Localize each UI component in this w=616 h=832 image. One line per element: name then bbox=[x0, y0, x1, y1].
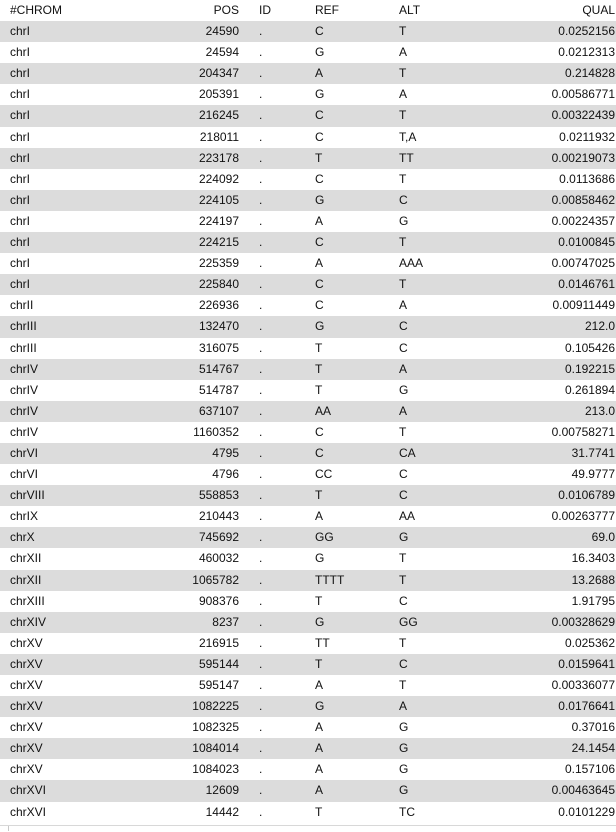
cell-ref: G bbox=[315, 87, 325, 102]
cell-qual: 0.00322439 bbox=[551, 108, 615, 123]
cell-qual: 0.00911449 bbox=[552, 298, 615, 313]
cell-id: . bbox=[259, 277, 263, 292]
cell-pos: 1082225 bbox=[192, 699, 239, 714]
table-row[interactable] bbox=[0, 802, 616, 823]
table-row[interactable] bbox=[0, 338, 616, 359]
cell-qual: 0.00463645 bbox=[551, 783, 615, 798]
cell-qual: 1.91795 bbox=[571, 593, 615, 608]
cell-id: . bbox=[259, 24, 263, 39]
table-row[interactable] bbox=[0, 717, 616, 738]
table-row[interactable] bbox=[0, 169, 616, 190]
cell-alt: TC bbox=[399, 804, 415, 819]
cell-chrom: chrXV bbox=[10, 656, 43, 671]
cell-chrom: chrI bbox=[10, 150, 31, 165]
table-row[interactable] bbox=[0, 127, 616, 148]
cell-chrom: chrI bbox=[10, 129, 31, 144]
cell-alt: T bbox=[399, 171, 407, 186]
cell-ref: C bbox=[315, 235, 324, 250]
cell-ref: T bbox=[315, 593, 323, 608]
cell-id: . bbox=[259, 45, 263, 60]
cell-chrom: chrXVI bbox=[10, 804, 47, 819]
cell-chrom: chrI bbox=[10, 24, 31, 39]
cell-pos: 8237 bbox=[212, 614, 239, 629]
cell-qual: 0.0252156 bbox=[558, 24, 615, 39]
cell-pos: 205391 bbox=[198, 87, 239, 102]
cell-alt: CA bbox=[399, 445, 416, 460]
cell-chrom: chrXV bbox=[10, 762, 43, 777]
header-chrom[interactable]: #CHROM bbox=[10, 3, 63, 17]
table-row[interactable] bbox=[0, 359, 616, 380]
cell-id: . bbox=[259, 614, 263, 629]
cell-alt: G bbox=[399, 741, 409, 756]
cell-pos: 595144 bbox=[198, 656, 239, 671]
cell-alt: C bbox=[399, 488, 408, 503]
table-row[interactable] bbox=[0, 232, 616, 253]
cell-alt: C bbox=[399, 192, 408, 207]
cell-ref: AA bbox=[315, 403, 332, 418]
cell-id: . bbox=[259, 361, 263, 376]
cell-qual: 0.0101229 bbox=[558, 804, 615, 819]
table-row[interactable] bbox=[0, 591, 616, 612]
cell-qual: 0.00858462 bbox=[551, 192, 615, 207]
cell-alt: T bbox=[399, 108, 407, 123]
cell-alt: T bbox=[399, 678, 407, 692]
cell-ref: G bbox=[315, 614, 325, 629]
cell-chrom: chrIV bbox=[10, 361, 39, 376]
table-row[interactable] bbox=[0, 759, 616, 780]
cell-alt: A bbox=[399, 87, 408, 102]
cell-alt: T bbox=[399, 424, 407, 439]
cell-qual: 69.0 bbox=[591, 530, 615, 545]
cell-pos: 14442 bbox=[205, 804, 239, 819]
cell-qual: 0.192215 bbox=[564, 361, 615, 376]
cell-qual: 0.00224357 bbox=[551, 213, 615, 228]
cell-qual: 0.0211932 bbox=[559, 129, 615, 144]
cell-qual: 0.00263777 bbox=[551, 509, 615, 524]
cell-id: . bbox=[259, 235, 263, 250]
cell-qual: 16.3403 bbox=[571, 551, 615, 566]
header-pos[interactable]: POS bbox=[213, 3, 239, 17]
cell-id: . bbox=[259, 467, 263, 482]
cell-ref: C bbox=[315, 171, 324, 186]
cell-chrom: chrIV bbox=[10, 382, 39, 397]
cell-chrom: chrI bbox=[10, 45, 31, 60]
cell-ref: A bbox=[315, 678, 324, 692]
cell-qual: 0.0100845 bbox=[558, 235, 615, 250]
cell-chrom: chrXII bbox=[10, 551, 42, 566]
cell-qual: 0.00586771 bbox=[551, 87, 615, 102]
cell-chrom: chrI bbox=[10, 192, 31, 207]
cell-ref: T bbox=[315, 382, 323, 397]
table-row[interactable] bbox=[0, 422, 616, 443]
cell-id: . bbox=[259, 593, 263, 608]
cell-qual: 0.0106789 bbox=[558, 488, 615, 503]
cell-ref: C bbox=[315, 445, 324, 460]
cell-ref: C bbox=[315, 129, 324, 144]
cell-alt: AA bbox=[399, 509, 416, 524]
cell-alt: A bbox=[399, 699, 408, 714]
cell-chrom: chrI bbox=[10, 213, 31, 228]
header-ref[interactable]: REF bbox=[315, 3, 339, 17]
cell-ref: C bbox=[315, 24, 324, 39]
cell-pos: 225840 bbox=[198, 277, 239, 292]
cell-qual: 0.00219073 bbox=[551, 150, 615, 165]
cell-chrom: chrXVI bbox=[10, 783, 47, 798]
cell-alt: T bbox=[399, 551, 407, 566]
cell-alt: C bbox=[399, 467, 408, 482]
cell-chrom: chrIII bbox=[10, 319, 37, 334]
cell-chrom: chrVIII bbox=[10, 488, 45, 503]
cell-pos: 216245 bbox=[198, 108, 239, 123]
cell-chrom: chrI bbox=[10, 108, 31, 123]
table-row[interactable] bbox=[0, 570, 616, 591]
cell-alt: A bbox=[399, 45, 408, 60]
cell-ref: TTTT bbox=[315, 572, 345, 587]
cell-chrom: chrI bbox=[10, 66, 31, 81]
cell-chrom: chrI bbox=[10, 277, 31, 292]
cell-qual: 31.7741 bbox=[571, 445, 615, 460]
cell-chrom: chrIX bbox=[10, 509, 39, 524]
cell-chrom: chrXII bbox=[10, 572, 42, 587]
cell-ref: A bbox=[315, 762, 324, 777]
cell-alt: T bbox=[399, 635, 407, 650]
scrollbar-start-marker bbox=[0, 826, 9, 831]
cell-pos: 224215 bbox=[198, 235, 239, 250]
table-row[interactable] bbox=[0, 380, 616, 401]
table-row[interactable] bbox=[0, 211, 616, 232]
cell-alt: AAA bbox=[399, 256, 424, 271]
cell-id: . bbox=[259, 192, 263, 207]
cell-ref: GG bbox=[315, 530, 334, 545]
cell-qual: 0.00758271 bbox=[551, 424, 615, 439]
cell-id: . bbox=[259, 213, 263, 228]
table-row[interactable] bbox=[0, 548, 616, 569]
cell-ref: A bbox=[315, 509, 324, 524]
cell-pos: 4796 bbox=[212, 467, 239, 482]
cell-id: . bbox=[259, 804, 263, 819]
cell-ref: A bbox=[315, 741, 324, 756]
cell-pos: 12609 bbox=[205, 783, 239, 798]
table-row[interactable] bbox=[0, 63, 616, 84]
cell-qual: 213.0 bbox=[584, 403, 615, 418]
cell-ref: C bbox=[315, 424, 324, 439]
cell-pos: 514767 bbox=[198, 361, 239, 376]
cell-id: . bbox=[259, 656, 263, 671]
cell-chrom: chrXV bbox=[10, 720, 43, 735]
cell-id: . bbox=[259, 678, 263, 692]
cell-ref: T bbox=[315, 656, 323, 671]
cell-alt: G bbox=[399, 213, 409, 228]
cell-ref: A bbox=[315, 783, 324, 798]
cell-pos: 225359 bbox=[198, 256, 239, 271]
table-row[interactable] bbox=[0, 464, 616, 485]
cell-pos: 514787 bbox=[198, 382, 239, 397]
cell-alt: C bbox=[399, 593, 408, 608]
cell-pos: 1160352 bbox=[193, 424, 239, 439]
table-row[interactable] bbox=[0, 506, 616, 527]
cell-alt: G bbox=[399, 720, 409, 735]
cell-ref: G bbox=[315, 551, 325, 566]
header-qual[interactable]: QUAL bbox=[582, 3, 615, 17]
cell-ref: T bbox=[315, 488, 323, 503]
cell-pos: 224092 bbox=[198, 171, 239, 186]
cell-ref: G bbox=[315, 192, 325, 207]
cell-pos: 204347 bbox=[198, 66, 239, 81]
cell-pos: 226936 bbox=[198, 298, 239, 313]
cell-qual: 24.1454 bbox=[571, 741, 615, 756]
cell-id: . bbox=[259, 403, 263, 418]
table-row[interactable] bbox=[0, 738, 616, 759]
cell-qual: 13.2688 bbox=[571, 572, 615, 587]
cell-qual: 0.00747025 bbox=[551, 256, 615, 271]
table-row[interactable] bbox=[0, 696, 616, 717]
cell-ref: CC bbox=[315, 467, 333, 482]
cell-pos: 4795 bbox=[212, 445, 239, 460]
cell-ref: C bbox=[315, 277, 324, 292]
cell-id: . bbox=[259, 762, 263, 777]
cell-alt: GG bbox=[399, 614, 418, 629]
cell-qual: 0.261894 bbox=[564, 382, 615, 397]
cell-pos: 218011 bbox=[199, 129, 239, 144]
cell-qual: 212.0 bbox=[584, 319, 615, 334]
cell-alt: T bbox=[399, 572, 407, 587]
cell-qual: 0.0159641 bbox=[558, 656, 615, 671]
cell-id: . bbox=[259, 298, 263, 313]
cell-pos: 224105 bbox=[198, 192, 239, 207]
cell-alt: T bbox=[399, 235, 407, 250]
cell-qual: 0.0113686 bbox=[559, 171, 615, 186]
table-row[interactable] bbox=[0, 84, 616, 105]
table-row[interactable] bbox=[0, 190, 616, 211]
table-row[interactable] bbox=[0, 21, 616, 42]
cell-ref: A bbox=[315, 66, 324, 81]
cell-id: . bbox=[259, 445, 263, 460]
cell-qual: 0.157106 bbox=[564, 762, 615, 777]
cell-alt: G bbox=[399, 382, 409, 397]
cell-ref: T bbox=[315, 804, 323, 819]
cell-ref: T bbox=[315, 340, 323, 355]
table-row[interactable] bbox=[0, 443, 616, 464]
cell-id: . bbox=[259, 488, 263, 503]
header-alt[interactable]: ALT bbox=[399, 3, 421, 17]
cell-pos: 132470 bbox=[198, 319, 239, 334]
cell-pos: 223178 bbox=[198, 150, 239, 165]
cell-id: . bbox=[259, 87, 263, 102]
cell-pos: 558853 bbox=[198, 488, 239, 503]
cell-alt: C bbox=[399, 340, 408, 355]
cell-alt: A bbox=[399, 403, 408, 418]
cell-chrom: chrXIV bbox=[10, 614, 47, 629]
cell-pos: 460032 bbox=[198, 551, 239, 566]
cell-chrom: chrIII bbox=[10, 340, 37, 355]
table-row[interactable] bbox=[0, 105, 616, 126]
cell-id: . bbox=[259, 635, 263, 650]
cell-chrom: chrXIII bbox=[10, 593, 45, 608]
cell-id: . bbox=[259, 530, 263, 545]
table-row[interactable] bbox=[0, 148, 616, 169]
cell-ref: T bbox=[315, 150, 323, 165]
cell-qual: 0.37016 bbox=[571, 720, 615, 735]
cell-chrom: chrXV bbox=[10, 635, 43, 650]
cell-pos: 216915 bbox=[198, 635, 239, 650]
cell-id: . bbox=[259, 699, 263, 714]
table-row[interactable] bbox=[0, 654, 616, 675]
cell-alt: C bbox=[399, 656, 408, 671]
cell-id: . bbox=[259, 150, 263, 165]
table-row[interactable] bbox=[0, 612, 616, 633]
cell-pos: 595147 bbox=[198, 678, 239, 692]
table-row[interactable] bbox=[0, 527, 616, 548]
cell-ref: G bbox=[315, 699, 325, 714]
cell-id: . bbox=[259, 783, 263, 798]
cell-pos: 637107 bbox=[198, 403, 239, 418]
table-row[interactable] bbox=[0, 253, 616, 274]
cell-alt: T bbox=[399, 24, 407, 39]
table-header-row bbox=[0, 0, 616, 21]
cell-alt: T bbox=[399, 66, 407, 81]
cell-chrom: chrXV bbox=[10, 741, 43, 756]
cell-pos: 745692 bbox=[198, 530, 239, 545]
cell-id: . bbox=[259, 256, 263, 271]
cell-id: . bbox=[259, 741, 263, 756]
cell-id: . bbox=[259, 108, 263, 123]
cell-alt: T,A bbox=[399, 129, 417, 144]
cell-chrom: chrVI bbox=[10, 467, 39, 482]
table-row[interactable] bbox=[0, 675, 616, 696]
table-row[interactable] bbox=[0, 274, 616, 295]
cell-chrom: chrX bbox=[10, 530, 35, 545]
cell-alt: G bbox=[399, 783, 409, 798]
cell-chrom: chrII bbox=[10, 298, 34, 313]
cell-ref: C bbox=[315, 108, 324, 123]
table-row[interactable] bbox=[0, 780, 616, 801]
cell-chrom: chrIV bbox=[10, 424, 39, 439]
cell-pos: 1084023 bbox=[192, 762, 239, 777]
cell-alt: G bbox=[399, 762, 409, 777]
cell-id: . bbox=[259, 319, 263, 334]
table-row[interactable] bbox=[0, 316, 616, 337]
cell-pos: 210443 bbox=[198, 509, 239, 524]
cell-pos: 316075 bbox=[198, 340, 239, 355]
table-row[interactable] bbox=[0, 485, 616, 506]
cell-chrom: chrIV bbox=[10, 403, 39, 418]
cell-chrom: chrXV bbox=[10, 678, 43, 692]
cell-ref: A bbox=[315, 213, 324, 228]
cell-ref: T bbox=[315, 361, 323, 376]
cell-pos: 1082325 bbox=[192, 720, 239, 735]
cell-id: . bbox=[259, 509, 263, 524]
cell-id: . bbox=[259, 171, 263, 186]
cell-chrom: chrI bbox=[10, 256, 31, 271]
cell-chrom: chrXV bbox=[10, 699, 43, 714]
cell-qual: 0.025362 bbox=[564, 635, 615, 650]
cell-alt: A bbox=[399, 298, 408, 313]
cell-pos: 224197 bbox=[198, 213, 239, 228]
cell-qual: 0.0176641 bbox=[558, 699, 615, 714]
cell-id: . bbox=[259, 340, 263, 355]
cell-pos: 1084014 bbox=[192, 741, 239, 756]
cell-alt: T bbox=[399, 277, 407, 292]
cell-id: . bbox=[259, 720, 263, 735]
table-row[interactable] bbox=[0, 295, 616, 316]
cell-ref: A bbox=[315, 720, 324, 735]
cell-qual: 0.0212313 bbox=[558, 45, 615, 60]
cell-alt: C bbox=[399, 319, 408, 334]
cell-chrom: chrVI bbox=[10, 445, 39, 460]
cell-chrom: chrI bbox=[10, 171, 31, 186]
cell-id: . bbox=[259, 382, 263, 397]
cell-alt: A bbox=[399, 361, 408, 376]
cell-ref: G bbox=[315, 319, 325, 334]
cell-qual: 0.0146761 bbox=[558, 277, 615, 292]
cell-alt: TT bbox=[399, 150, 414, 165]
cell-ref: G bbox=[315, 45, 325, 60]
cell-id: . bbox=[259, 572, 263, 587]
cell-qual: 0.105426 bbox=[564, 340, 615, 355]
cell-pos: 24594 bbox=[205, 45, 239, 60]
cell-qual: 0.00328629 bbox=[551, 614, 615, 629]
cell-qual: 49.9777 bbox=[571, 467, 615, 482]
cell-ref: TT bbox=[315, 635, 330, 650]
cell-ref: A bbox=[315, 256, 324, 271]
table-row[interactable] bbox=[0, 42, 616, 63]
cell-chrom: chrI bbox=[10, 87, 31, 102]
cell-id: . bbox=[259, 424, 263, 439]
header-id[interactable]: ID bbox=[259, 3, 271, 17]
table-row[interactable] bbox=[0, 401, 616, 422]
cell-id: . bbox=[259, 66, 263, 81]
table-row[interactable] bbox=[0, 633, 616, 654]
table-body bbox=[0, 21, 616, 823]
cell-id: . bbox=[259, 129, 263, 144]
cell-ref: C bbox=[315, 298, 324, 313]
cell-chrom: chrI bbox=[10, 235, 31, 250]
cell-alt: G bbox=[399, 530, 409, 545]
cell-qual: 0.214828 bbox=[564, 66, 615, 81]
cell-pos: 24590 bbox=[205, 24, 239, 39]
cell-pos: 1065782 bbox=[192, 572, 239, 587]
cell-qual: 0.00336077 bbox=[551, 678, 615, 692]
cell-pos: 908376 bbox=[198, 593, 239, 608]
cell-id: . bbox=[259, 551, 263, 566]
